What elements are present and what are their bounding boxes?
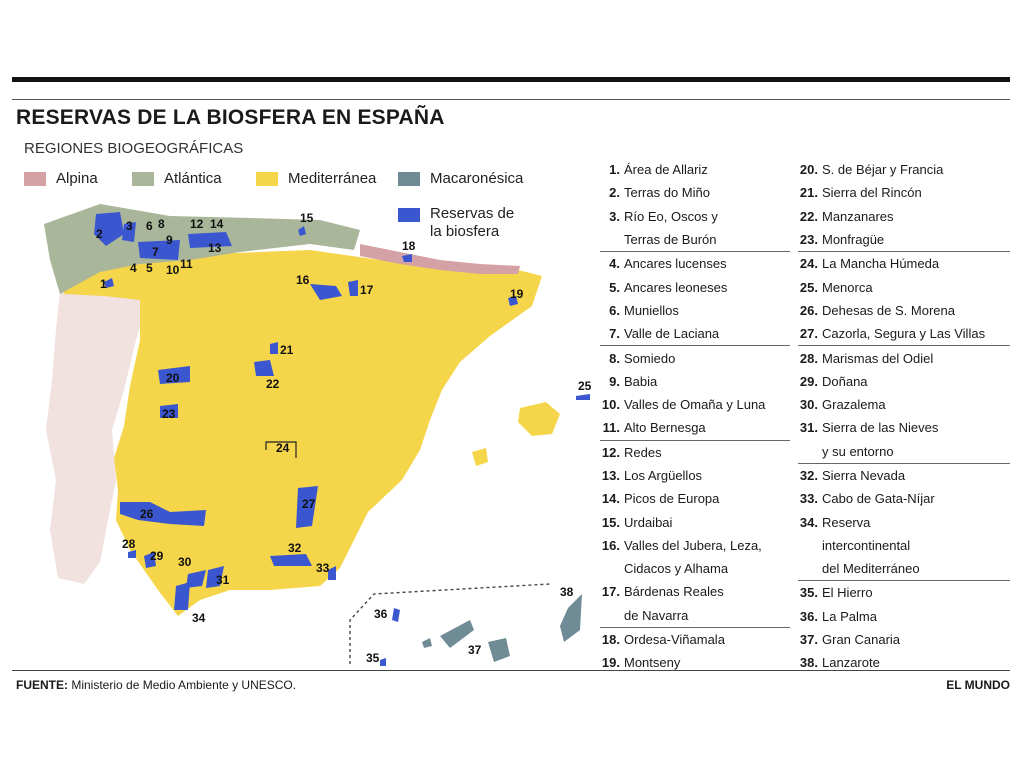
reserve-name: Ordesa-Viñamala bbox=[624, 632, 725, 648]
map-label-18: 18 bbox=[402, 239, 416, 253]
legend-reserves-line2: la biosfera bbox=[430, 223, 500, 240]
reserve-name: Redes bbox=[624, 444, 662, 460]
map-label-22: 22 bbox=[266, 377, 280, 391]
reserve-number: 36. bbox=[799, 608, 818, 624]
mallorca bbox=[518, 402, 560, 436]
reserve-name: Urdaibai bbox=[624, 514, 673, 530]
reserve-list-item bbox=[798, 158, 1010, 181]
reserve-list-item bbox=[798, 510, 1010, 533]
page-title: RESERVAS DE LA BIOSFERA EN ESPAÑA bbox=[16, 106, 445, 129]
reserve-number: 18. bbox=[601, 632, 620, 648]
spain-map bbox=[20, 190, 592, 670]
reserve-number: 1. bbox=[609, 162, 620, 178]
map-label-15: 15 bbox=[300, 211, 314, 225]
reserve-list-item bbox=[600, 440, 790, 464]
map-label-3: 3 bbox=[126, 219, 133, 233]
reserve-name: Picos de Europa bbox=[624, 491, 720, 507]
legend-mediterranea bbox=[256, 170, 376, 187]
reserve-name: Monfragüe bbox=[822, 232, 885, 248]
map-label-19: 19 bbox=[510, 287, 524, 301]
reserve-number: 17. bbox=[601, 584, 620, 600]
reserve-list-item bbox=[600, 651, 790, 674]
reserve-list-item bbox=[600, 370, 790, 393]
legend-label-atlantica: Atlántica bbox=[164, 170, 222, 187]
source-text: Ministerio de Medio Ambiente y UNESCO. bbox=[71, 678, 297, 692]
reserve-number: 30. bbox=[799, 397, 818, 413]
reserve-patch-4-7 bbox=[138, 240, 180, 260]
reserve-list-item bbox=[600, 322, 790, 345]
la-gomera-island bbox=[422, 638, 432, 648]
reserve-list-item bbox=[600, 205, 790, 228]
map-label-11: 11 bbox=[180, 257, 193, 271]
reserve-name: Lanzarote bbox=[822, 655, 880, 671]
reserve-number: 24. bbox=[799, 256, 818, 272]
reserve-name: El Hierro bbox=[822, 585, 873, 601]
reserve-name: Doñana bbox=[822, 373, 868, 389]
legend-label-macaronesica: Macaronésica bbox=[430, 170, 524, 187]
map-label-6: 6 bbox=[146, 219, 153, 233]
reserve-list-item bbox=[798, 393, 1010, 416]
reserve-list-item bbox=[600, 181, 790, 204]
reserve-number: 20. bbox=[799, 162, 818, 178]
reserve-name: Marismas del Odiel bbox=[822, 350, 934, 366]
reserve-name: Alto Bernesga bbox=[624, 420, 706, 436]
reserve-name: Sierra del Rincón bbox=[822, 185, 922, 201]
legend-atlantica bbox=[132, 170, 222, 187]
reserve-list-item bbox=[798, 440, 1010, 463]
map-label-26: 26 bbox=[140, 507, 154, 521]
legend-swatch-macaronesica bbox=[398, 172, 420, 186]
reserve-number: 29. bbox=[799, 373, 818, 389]
reserve-number: 25. bbox=[799, 279, 818, 295]
reserve-list-item bbox=[798, 299, 1010, 322]
reserve-number: 7. bbox=[609, 326, 620, 342]
reserve-list-item bbox=[798, 416, 1010, 439]
reserve-name: S. de Béjar y Francia bbox=[822, 162, 944, 178]
reserve-list-item bbox=[600, 510, 790, 533]
reserve-list-item bbox=[798, 228, 1010, 251]
reserves-list-col2 bbox=[798, 158, 1010, 675]
reserve-list-item bbox=[600, 228, 790, 251]
reserve-number: 4. bbox=[609, 256, 620, 272]
reserve-number: 34. bbox=[799, 514, 818, 530]
map-label-17: 17 bbox=[360, 283, 374, 297]
reserve-name: La Mancha Húmeda bbox=[822, 256, 940, 272]
legend-label-mediterranea: Mediterránea bbox=[288, 170, 377, 187]
reserve-name: Valles del Jubera, Leza, bbox=[624, 537, 762, 553]
reserve-name: Gran Canaria bbox=[822, 632, 901, 648]
reserve-number: 23. bbox=[799, 232, 818, 248]
reserve-name: Terras de Burón bbox=[624, 232, 717, 248]
reserve-list-item bbox=[600, 275, 790, 298]
reserve-list-item bbox=[798, 605, 1010, 628]
map-label-35: 35 bbox=[366, 651, 380, 665]
map-label-29: 29 bbox=[150, 549, 164, 563]
ibiza bbox=[472, 448, 488, 466]
legend-subtitle: REGIONES BIOGEOGRÁFICAS bbox=[24, 140, 244, 157]
reserve-list-item bbox=[798, 370, 1010, 393]
el-hierro-island bbox=[380, 658, 386, 666]
gran-canaria-island bbox=[488, 638, 510, 662]
legend-swatch-alpina bbox=[24, 172, 46, 186]
reserve-name: Somiedo bbox=[624, 350, 676, 366]
la-palma-island bbox=[392, 608, 400, 622]
reserve-list-item bbox=[798, 534, 1010, 557]
reserve-name: La Palma bbox=[822, 608, 877, 624]
map-label-30: 30 bbox=[178, 555, 192, 569]
map-label-20: 20 bbox=[166, 371, 180, 385]
legend-alpina bbox=[24, 170, 98, 187]
map-label-12: 12 bbox=[190, 217, 204, 231]
reserve-number: 27. bbox=[799, 326, 818, 342]
map-label-10: 10 bbox=[166, 263, 180, 277]
reserve-name: Montseny bbox=[624, 655, 681, 671]
map-label-9: 9 bbox=[166, 233, 173, 247]
source-label: FUENTE: bbox=[16, 678, 68, 692]
reserve-name: Dehesas de S. Morena bbox=[822, 302, 955, 318]
reserve-name: Manzanares bbox=[822, 208, 894, 224]
legend-label-alpina: Alpina bbox=[56, 170, 98, 187]
map-label-37: 37 bbox=[468, 643, 482, 657]
map-label-8: 8 bbox=[158, 217, 165, 231]
map-label-36: 36 bbox=[374, 607, 388, 621]
map-label-25: 25 bbox=[578, 379, 592, 393]
bottom-rule bbox=[12, 670, 1010, 671]
reserve-number: 32. bbox=[799, 468, 818, 483]
reserve-list-item bbox=[600, 580, 790, 603]
reserve-list-item bbox=[798, 651, 1010, 674]
map-label-34: 34 bbox=[192, 611, 206, 625]
reserve-list-item bbox=[600, 416, 790, 439]
reserve-number: 2. bbox=[609, 185, 620, 201]
reserve-name: Ancares leoneses bbox=[624, 279, 728, 295]
reserve-number: 12. bbox=[601, 444, 620, 460]
map-label-13: 13 bbox=[208, 241, 222, 255]
reserve-name: Cazorla, Segura y Las Villas bbox=[822, 326, 986, 342]
reserve-number: 6. bbox=[609, 302, 620, 318]
reserve-patch-34 bbox=[174, 582, 190, 610]
reserve-name: Cabo de Gata-Níjar bbox=[822, 491, 935, 507]
reserve-number: 33. bbox=[799, 491, 818, 507]
reserve-list-item bbox=[600, 627, 790, 651]
reserve-patch-25 bbox=[576, 394, 590, 400]
map-label-16: 16 bbox=[296, 273, 310, 287]
reserve-name: Reserva bbox=[822, 514, 871, 530]
reserve-list-item bbox=[798, 345, 1010, 369]
reserve-name: del Mediterráneo bbox=[822, 561, 920, 577]
reserve-list-item bbox=[798, 628, 1010, 651]
reserve-name: Los Argüellos bbox=[624, 468, 703, 483]
legend-swatch-mediterranea bbox=[256, 172, 278, 186]
reserve-number: 26. bbox=[799, 302, 818, 318]
reserve-name: Babia bbox=[624, 373, 658, 389]
reserve-name: Valle de Laciana bbox=[624, 326, 720, 342]
reserve-list-item bbox=[600, 393, 790, 416]
reserve-name: Muniellos bbox=[624, 302, 679, 318]
reserve-list-item bbox=[798, 205, 1010, 228]
reserve-list-item bbox=[600, 604, 790, 627]
map-label-1: 1 bbox=[100, 277, 107, 291]
top-rule bbox=[12, 77, 1010, 82]
reserve-number: 19. bbox=[601, 655, 620, 671]
brand-name: EL MUNDO bbox=[946, 678, 1010, 692]
map-label-33: 33 bbox=[316, 561, 330, 575]
reserve-list-item bbox=[600, 345, 790, 369]
reserve-list-item bbox=[600, 158, 790, 181]
reserves-list-col1 bbox=[600, 158, 790, 675]
map-label-24: 24 bbox=[276, 441, 290, 455]
reserve-list-item bbox=[600, 557, 790, 580]
reserve-number: 5. bbox=[609, 279, 620, 295]
reserve-number: 35. bbox=[799, 585, 818, 601]
map-label-27: 27 bbox=[302, 497, 316, 511]
reserve-list-item bbox=[600, 534, 790, 557]
reserve-number: 38. bbox=[799, 655, 818, 671]
reserve-number: 21. bbox=[799, 185, 818, 201]
map-label-21: 21 bbox=[280, 343, 294, 357]
reserve-name: Terras do Miño bbox=[624, 185, 710, 201]
reserve-number: 16. bbox=[601, 537, 620, 553]
reserve-name: intercontinental bbox=[822, 537, 911, 553]
reserve-name: Sierra Nevada bbox=[822, 468, 906, 483]
reserve-list-item bbox=[798, 251, 1010, 275]
reserve-name: Río Eo, Oscos y bbox=[624, 208, 718, 224]
reserve-list-item bbox=[600, 464, 790, 487]
reserve-list-item bbox=[600, 251, 790, 275]
map-label-4: 4 bbox=[130, 261, 137, 275]
map-label-38: 38 bbox=[560, 585, 574, 599]
map-label-31: 31 bbox=[216, 573, 230, 587]
reserve-name: Menorca bbox=[822, 279, 873, 295]
map-label-32: 32 bbox=[288, 541, 302, 555]
reserve-number: 28. bbox=[799, 350, 818, 366]
reserve-name: Área de Allariz bbox=[624, 162, 708, 178]
reserve-name: Sierra de las Nieves bbox=[822, 420, 939, 436]
source-line bbox=[16, 678, 296, 692]
reserve-name: Valles de Omaña y Luna bbox=[624, 397, 766, 413]
map-label-5: 5 bbox=[146, 261, 153, 275]
reserve-name: Grazalema bbox=[822, 397, 886, 413]
reserve-patch-21 bbox=[270, 342, 278, 354]
reserve-list-item bbox=[798, 487, 1010, 510]
reserve-name: Cidacos y Alhama bbox=[624, 561, 729, 577]
map-label-14: 14 bbox=[210, 217, 224, 231]
reserve-list-item bbox=[600, 487, 790, 510]
reserve-number: 11. bbox=[602, 420, 620, 436]
reserve-number: 15. bbox=[601, 514, 620, 530]
reserve-list-item bbox=[798, 463, 1010, 487]
reserve-list-item bbox=[798, 557, 1010, 580]
map-label-28: 28 bbox=[122, 537, 136, 551]
lanzarote-island bbox=[560, 594, 582, 642]
map-label-23: 23 bbox=[162, 407, 176, 421]
reserve-number: 9. bbox=[609, 373, 620, 389]
reserve-number: 8. bbox=[609, 350, 620, 366]
reserve-list-item bbox=[798, 275, 1010, 298]
canary-inset-border bbox=[350, 584, 550, 664]
reserve-name: Bárdenas Reales bbox=[624, 584, 724, 600]
reserve-name: de Navarra bbox=[624, 607, 689, 623]
reserve-list-item bbox=[798, 181, 1010, 204]
reserve-number: 37. bbox=[799, 632, 818, 648]
reserve-patch-28 bbox=[128, 550, 136, 558]
reserve-number: 13. bbox=[601, 468, 620, 483]
reserve-number: 10. bbox=[601, 397, 620, 413]
legend-swatch-atlantica bbox=[132, 172, 154, 186]
reserve-name: y su entorno bbox=[822, 443, 894, 459]
reserve-number: 3. bbox=[609, 208, 620, 224]
reserve-list-item bbox=[798, 580, 1010, 604]
reserve-number: 22. bbox=[799, 208, 818, 224]
reserve-number: 14. bbox=[601, 491, 620, 507]
map-label-2: 2 bbox=[96, 227, 103, 241]
reserve-patch-32 bbox=[270, 554, 312, 566]
reserve-number: 31. bbox=[799, 420, 818, 436]
reserve-list-item bbox=[600, 299, 790, 322]
reserve-name: Ancares lucenses bbox=[624, 256, 727, 272]
top-thin-rule bbox=[12, 99, 1010, 100]
map-label-7: 7 bbox=[152, 245, 159, 259]
legend-reserves-line1: Reservas de bbox=[430, 205, 515, 222]
reserve-list-item bbox=[798, 322, 1010, 345]
legend-macaronesica bbox=[398, 170, 523, 187]
